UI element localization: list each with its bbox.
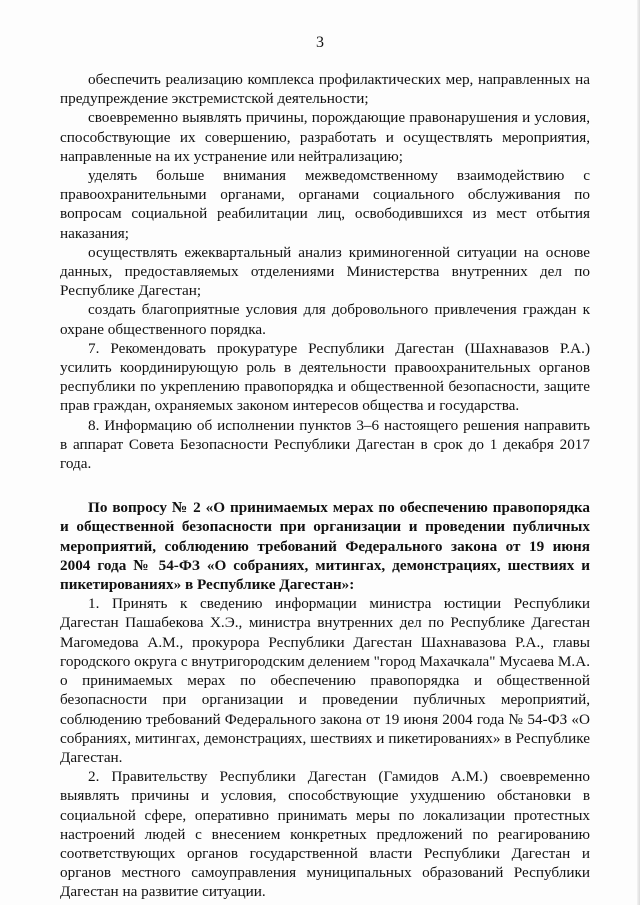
paragraph-crime-analysis: осуществлять ежеквартальный анализ криминогенной ситуации на основе данных, предоставляемых отделениями Министерства внутренних дел по Республике Дагестан; (60, 243, 590, 300)
document-body (60, 70, 590, 902)
paragraph-item-2: 2. Правительству Республики Дагестан (Гамидов А.М.) своевременно выявлять причины и условия, способствующие ухудшению обстановки в социальной сфере, оперативно принимать меры по локализации протестных настроений людей с внесением конкретных предложений по реагированию соответствующих органов государственной власти Республики Дагестан и органов местного самоуправления муниципальных образований Республики Дагестан на развитие ситуации. (60, 768, 590, 901)
paragraph-extremism-prevention: обеспечить реализацию комплекса профилактических мер, направленных на предупреждение экстремистской деятельности; (60, 71, 590, 108)
paragraph-item-8: 8. Информацию об исполнении пунктов 3–6 настоящего решения направить в аппарат Совета Безопасности Республики Дагестан в срок до 1 декабря 2017 года. (60, 416, 590, 473)
page-number: 3 (316, 34, 324, 51)
paragraph-item-7: 7. Рекомендовать прокуратуре Республики Дагестан (Шахнавазов Р.А.) усилить координирующую роль в деятельности правоохранительных органов республики по укреплению правопорядка и общественной безопасности, защите прав граждан, охраняемых законом интересов общества и государства. (60, 339, 590, 415)
paragraph-item-1: 1. Принять к сведению информации министра юстиции Республики Дагестан Пашабекова Х.Э., министра внутренних дел по Республике Дагестан Магомедова А.М., прокурора Республики Дагестан Шахнавазова Р.А., главы городского округа с внутригородским делением "город Махачкала" Мусаева М.А. о принимаемых мерах по обеспечению правопорядка и общественной безопасности при организации и проведении публичных мероприятий, соблюдению требований Федерального закона от 19 июня 2004 года № 54-ФЗ «О собраниях, митингах, демонстрациях, шествиях и пикетированиях» в Республике Дагестан. (60, 595, 590, 766)
paragraph-offense-causes: своевременно выявлять причины, порождающие правонарушения и условия, способствующие их совершению, разработать и осуществлять мероприятия, направленные на их устранение или нейтрализацию; (60, 109, 590, 165)
paragraph-interagency-cooperation: уделять больше внимания межведомственному взаимодействию с правоохранительными органами, органами социального обслуживания по вопросам социальной реабилитации лиц, освободившихся из мест отбытия наказания; (60, 167, 590, 242)
section-heading-question-2: По вопросу № 2 «О принимаемых мерах по обеспечению правопорядка и общественной безопасности при организации и проведении публичных мероприятий, соблюдению требований Федерального закона от 19 июня 2004 года № 54-ФЗ «О собраниях, митингах, демонстрациях, шествиях и пикетированиях» в Республике Дагестан»: (60, 499, 590, 594)
paragraph-public-order: создать благоприятные условия для добровольного привлечения граждан к охране общественного порядка. (60, 301, 590, 338)
section-gap (60, 473, 590, 498)
